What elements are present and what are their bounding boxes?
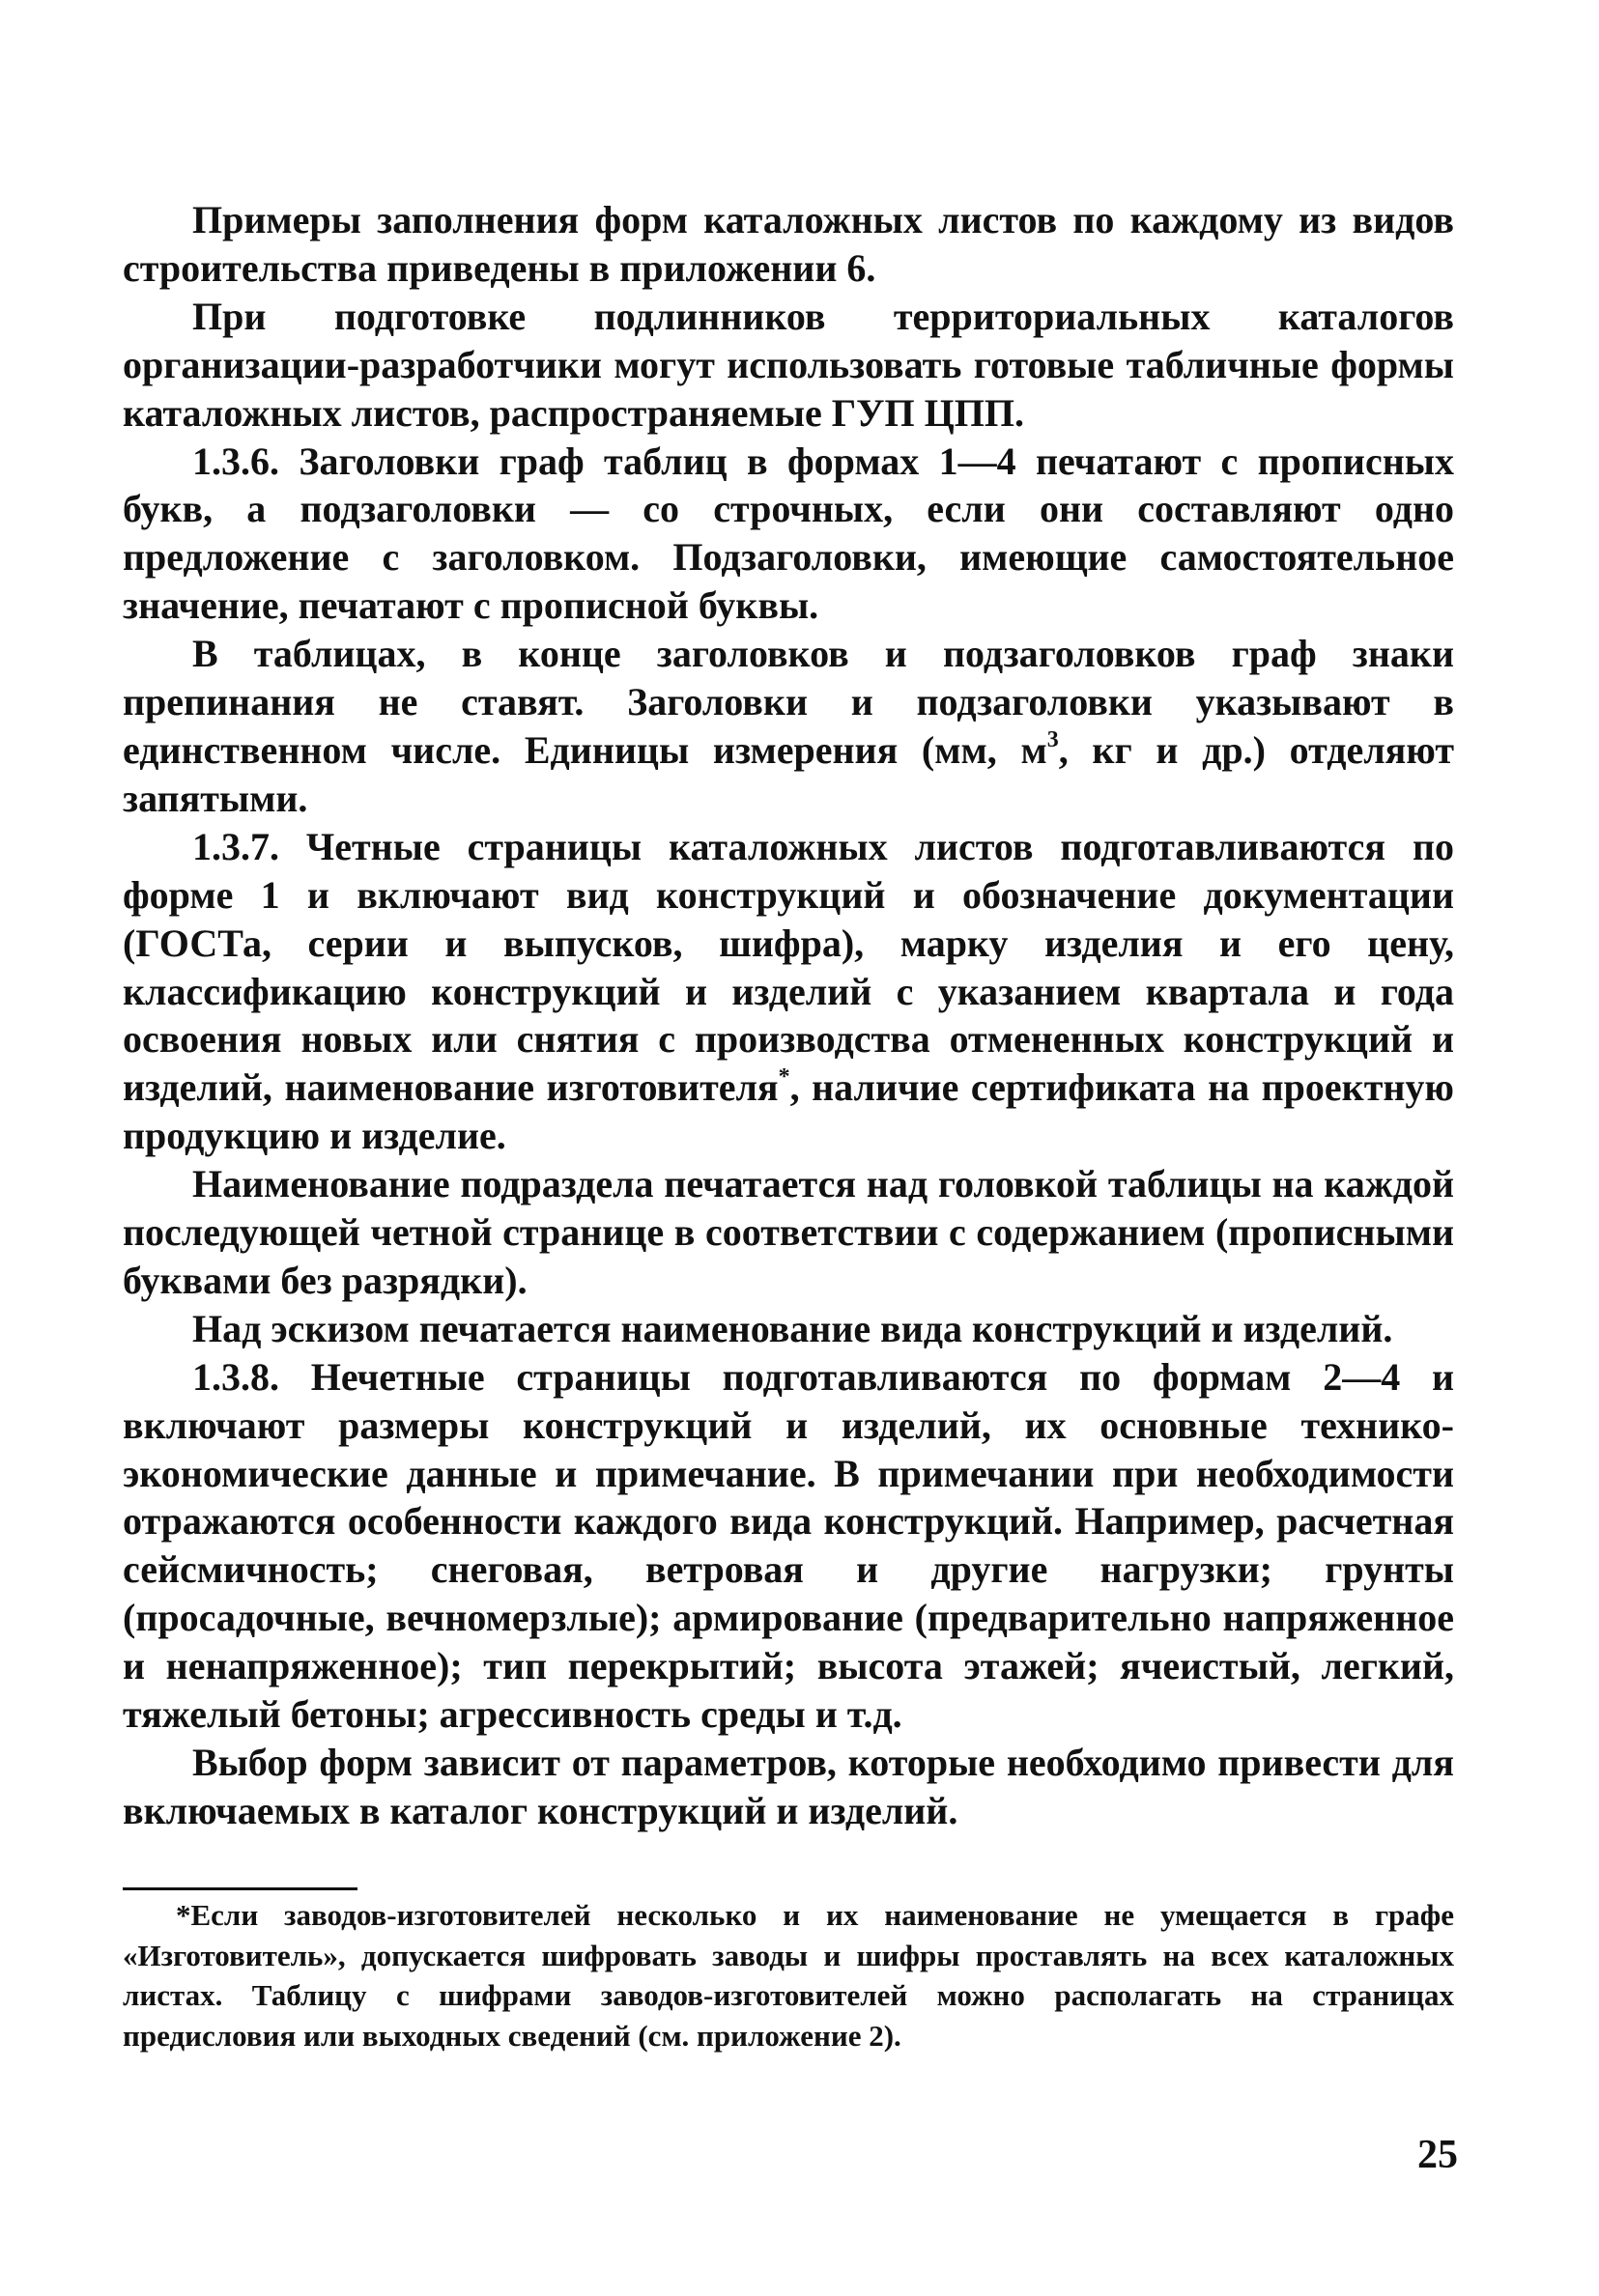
section-number: 1.3.6. bbox=[192, 439, 279, 483]
section-number: 1.3.8. bbox=[192, 1354, 279, 1399]
paragraph-text: При подготовке подлинников территориальных каталогов организации-разработчики могут использовать готовые табличные формы каталожных листов, распространяемые ГУП ЦПП. bbox=[123, 294, 1454, 435]
footnote-paragraph bbox=[123, 1895, 1454, 2055]
paragraph-text: Заголовки граф таблиц в формах 1—4 печатают с прописных букв, а подзаголовки — со строчных, если они составляют одно предложение с заголовком. Подзаголовки, имеющие самостоятельное значение, печатают с прописной буквы. bbox=[123, 439, 1455, 628]
paragraph bbox=[123, 293, 1454, 438]
footnote bbox=[123, 1895, 1454, 2055]
paragraph bbox=[123, 196, 1454, 293]
footnote-marker: * bbox=[176, 1898, 191, 1932]
paragraph bbox=[123, 630, 1454, 823]
paragraph-1-3-8 bbox=[123, 1353, 1454, 1739]
page-number: 25 bbox=[1417, 2133, 1458, 2177]
paragraph-text: Над эскизом печатается наименование вида конструкций и изделий. bbox=[192, 1306, 1393, 1350]
paragraph-text: Примеры заполнения форм каталожных листов по каждому из видов строительства приведены в приложении 6. bbox=[123, 198, 1454, 290]
paragraph-text: Наименование подраздела печатается над головкой таблицы на каждой последующей четной странице в соответствии с содержанием (прописными буквами без разрядки). bbox=[123, 1162, 1454, 1302]
paragraph bbox=[123, 1305, 1454, 1353]
paragraph bbox=[123, 1160, 1454, 1305]
superscript: 3 bbox=[1046, 727, 1059, 753]
paragraph-1-3-6 bbox=[123, 438, 1454, 631]
paragraph-text: В таблицах, в конце заголовков и подзаголовков граф знаки препинания не ставят. Заголовки и подзаголовки указывают в единственном числе. Единицы измерения (мм, м bbox=[123, 632, 1454, 772]
paragraph-text: Четные страницы каталожных листов подготавливаются по форме 1 и включают вид конструкций и обозначение документации (ГОСТа, серии и выпусков, шифра), марку изделия и его цену, классификацию конструкций и изделий с указанием квартала и года освоения новых или снятия с производства отмененных конструкций и изделий, наименование изготовителя bbox=[123, 824, 1454, 1110]
footnote-divider bbox=[123, 1887, 357, 1890]
paragraph-text: , кг и др.) отделяют запятыми. bbox=[123, 727, 1454, 820]
paragraph-text: , наличие сертификата на проектную продукцию и изделие. bbox=[123, 1065, 1454, 1158]
body-text bbox=[123, 196, 1454, 1835]
footnote-text: Если заводов-изготовителей несколько и их наименование не умещается в графе «Изготовитель», допускается шифровать заводы и шифры проставлять на всех каталожных листах. Таблицу с шифрами заводов-изготовителей можно располагать на страницах предисловия или выходных сведений (см. приложение 2). bbox=[123, 1898, 1454, 2053]
paragraph-text: Выбор форм зависит от параметров, которые необходимо привести для включаемых в каталог конструкций и изделий. bbox=[123, 1741, 1454, 1832]
paragraph-1-3-7 bbox=[123, 823, 1454, 1160]
paragraph bbox=[123, 1739, 1454, 1835]
section-number: 1.3.7. bbox=[192, 824, 279, 868]
footnote-marker: * bbox=[778, 1064, 790, 1091]
paragraph-text: Нечетные страницы подготавливаются по формам 2—4 и включают размеры конструкций и изделий, их основные технико-экономические данные и примечание. В примечании при необходимости отражаются особенности каждого вида конструкций. Например, расчетная сейсмичность; снеговая, ветровая и другие нагрузки; грунты (просадочные, вечномерзлые); армирование (предварительно напряженное и ненапряженное); тип перекрытий; высота этажей; ячеистый, легкий, тяжелый бетоны; агрессивность среды и т.д. bbox=[123, 1354, 1454, 1737]
